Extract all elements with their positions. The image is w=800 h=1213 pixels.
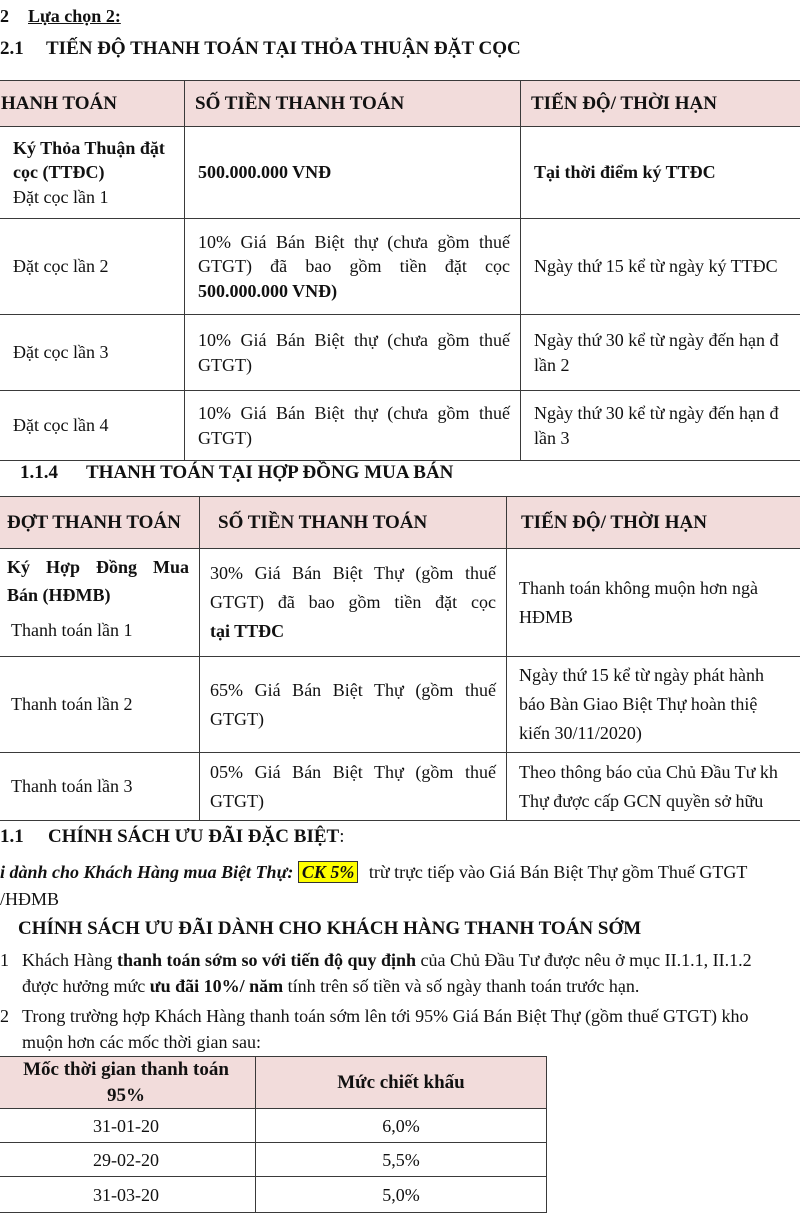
table-row <box>0 753 800 821</box>
text: Khách Hàng <box>22 950 117 970</box>
cell: Đặt cọc lần 4 <box>0 391 185 461</box>
cell <box>185 219 521 315</box>
cell-text: GTGT) <box>210 791 264 811</box>
cell-text: Thanh toán không muộn hơn ngà <box>519 574 800 603</box>
cell <box>200 549 507 657</box>
cell-text: GTGT) đã bao gồm tiền đặt cọc <box>210 588 496 617</box>
early-item-2-line-2: muộn hơn các mốc thời gian sau: <box>22 1032 261 1053</box>
subsection-number: 2.1 <box>0 38 24 60</box>
cell-text: Bán (HĐMB) <box>7 583 189 607</box>
cell: Đặt cọc lần 2 <box>0 219 185 315</box>
cell-text: lần 3 <box>534 426 800 450</box>
cell-text: GTGT) <box>198 428 252 448</box>
table-row <box>0 219 800 315</box>
table-row <box>0 127 800 219</box>
deposit-schedule-table <box>0 80 800 461</box>
special-offer-line <box>0 862 747 883</box>
cell <box>521 127 800 219</box>
header-cell: Mốc thời gian thanh toán 95% <box>0 1057 256 1109</box>
discount-highlight: CK 5% <box>298 861 359 883</box>
table-header-row <box>0 497 800 549</box>
text: của Chủ Đầu Tư được nêu ở mục II.1.1, II.1.2 <box>416 950 752 970</box>
cell-text: kiến 30/11/2020) <box>519 719 800 748</box>
cell: Ngày thứ 15 kể từ ngày ký TTĐC <box>521 219 800 315</box>
table-row <box>0 1177 547 1213</box>
table-row <box>0 657 800 753</box>
early-payment-title: CHÍNH SÁCH ƯU ĐÃI DÀNH CHO KHÁCH HÀNG THANH TOÁN SỚM <box>18 918 641 940</box>
table-row <box>0 549 800 657</box>
cell <box>507 657 800 753</box>
table-row <box>0 1109 547 1143</box>
cell: 6,0% <box>256 1109 547 1143</box>
cell-text: HĐMB <box>519 603 800 632</box>
header-cell: TIẾN ĐỘ/ THỜI HẠN <box>507 497 800 549</box>
cell-text: Ngày thứ 30 kể từ ngày đến hạn đ <box>534 401 800 425</box>
cell <box>521 391 800 461</box>
cell-text: 10% Giá Bán Biệt thự (chưa gồm thuế <box>198 328 510 352</box>
cell <box>185 127 521 219</box>
table-row <box>0 1143 547 1177</box>
discount-table <box>0 1056 547 1213</box>
section-title <box>48 826 344 848</box>
header-cell: SỐ TIỀN THANH TOÁN <box>185 81 521 127</box>
early-item-2-line-1: Trong trường hợp Khách Hàng thanh toán sớm lên tới 95% Giá Bán Biệt Thự (gồm thuế GTGT) kho <box>22 1006 749 1027</box>
option-label: Lựa chọn 2: <box>28 6 121 27</box>
special-offer-line-2: /HĐMB <box>0 889 59 910</box>
cell-text: 500.000.000 VNĐ <box>198 162 331 182</box>
cell <box>200 657 507 753</box>
table-row <box>0 315 800 391</box>
cell-text: Tại thời điểm ký TTĐC <box>534 162 716 182</box>
cell-text: báo Bàn Giao Biệt Thự hoàn thiệ <box>519 690 800 719</box>
subsection-title: TIẾN ĐỘ THANH TOÁN TẠI THỎA THUẬN ĐẶT CỌC <box>46 38 521 60</box>
header-cell: TIẾN ĐỘ/ THỜI HẠN <box>521 81 800 127</box>
cell-text: 30% Giá Bán Biệt Thự (gồm thuế <box>210 559 496 588</box>
cell <box>521 315 800 391</box>
cell <box>185 315 521 391</box>
cell <box>200 753 507 821</box>
table-header-row <box>0 81 800 127</box>
header-cell: SỐ TIỀN THANH TOÁN <box>200 497 507 549</box>
offer-lead: i dành cho Khách Hàng mua Biệt Thự: <box>0 862 293 882</box>
item-number: 2 <box>0 1006 9 1027</box>
text: được hưởng mức <box>22 976 150 996</box>
cell: 31-01-20 <box>0 1109 256 1143</box>
title-colon: : <box>339 826 344 847</box>
cell-text: Thự được cấp GCN quyền sở hữu <box>519 787 800 816</box>
table-header-row <box>0 1057 547 1109</box>
section-number: 1.1 <box>0 826 24 848</box>
section-number: 1.1.4 <box>20 462 58 484</box>
cell: Đặt cọc lần 3 <box>0 315 185 391</box>
cell: 5,5% <box>256 1143 547 1177</box>
option-number: 2 <box>0 6 9 27</box>
cell <box>0 549 200 657</box>
cell-text: Ký Hợp Đồng Mua <box>7 555 189 579</box>
cell-text: Theo thông báo của Chủ Đầu Tư kh <box>519 758 800 787</box>
cell-text: GTGT) <box>210 709 264 729</box>
early-item-1-line-1 <box>22 950 752 971</box>
contract-payment-table <box>0 496 800 821</box>
cell <box>507 753 800 821</box>
cell-text: 10% Giá Bán Biệt thự (chưa gồm thuế <box>198 401 510 425</box>
cell-text: Ngày thứ 30 kể từ ngày đến hạn đ <box>534 328 800 352</box>
cell-text: Ngày thứ 15 kể từ ngày phát hành <box>519 661 800 690</box>
cell: 5,0% <box>256 1177 547 1213</box>
cell: 29-02-20 <box>0 1143 256 1177</box>
cell <box>507 549 800 657</box>
offer-rest: trừ trực tiếp vào Giá Bán Biệt Thự gồm Thuế GTGT <box>369 862 748 882</box>
text: thanh toán sớm so với tiến độ quy định <box>117 950 416 970</box>
cell-text: Thanh toán lần 1 <box>7 618 189 642</box>
table-row <box>0 391 800 461</box>
cell-text: Đặt cọc lần 1 <box>13 185 174 209</box>
cell-text: 05% Giá Bán Biệt Thự (gồm thuế <box>210 758 496 787</box>
header-cell: Mức chiết khấu <box>256 1057 547 1109</box>
cell-text: 10% Giá Bán Biệt thự (chưa gồm thuế <box>198 230 510 254</box>
section-title-text: CHÍNH SÁCH ƯU ĐÃI ĐẶC BIỆT <box>48 826 339 847</box>
cell-text: 500.000.000 VNĐ) <box>198 281 337 301</box>
cell <box>0 127 185 219</box>
cell <box>185 391 521 461</box>
cell-text: Ký Thỏa Thuận đặt cọc (TTĐC) <box>13 136 174 185</box>
cell: 31-03-20 <box>0 1177 256 1213</box>
text: tính trên số tiền và số ngày thanh toán trước hạn. <box>283 976 639 996</box>
cell-text: 65% Giá Bán Biệt Thự (gồm thuế <box>210 676 496 705</box>
cell-text: GTGT) <box>198 355 252 375</box>
cell-text: GTGT) đã bao gồm tiền đặt cọc <box>198 254 510 278</box>
cell: Thanh toán lần 3 <box>0 753 200 821</box>
text: ưu đãi 10%/ năm <box>150 976 283 996</box>
header-cell: HANH TOÁN <box>0 81 185 127</box>
cell-text: lần 2 <box>534 353 800 377</box>
cell: Thanh toán lần 2 <box>0 657 200 753</box>
early-item-1-line-2 <box>22 976 639 997</box>
section-title: THANH TOÁN TẠI HỢP ĐỒNG MUA BÁN <box>86 462 453 484</box>
cell-text: tại TTĐC <box>210 621 284 641</box>
item-number: 1 <box>0 950 9 971</box>
header-cell: ĐỢT THANH TOÁN <box>0 497 200 549</box>
